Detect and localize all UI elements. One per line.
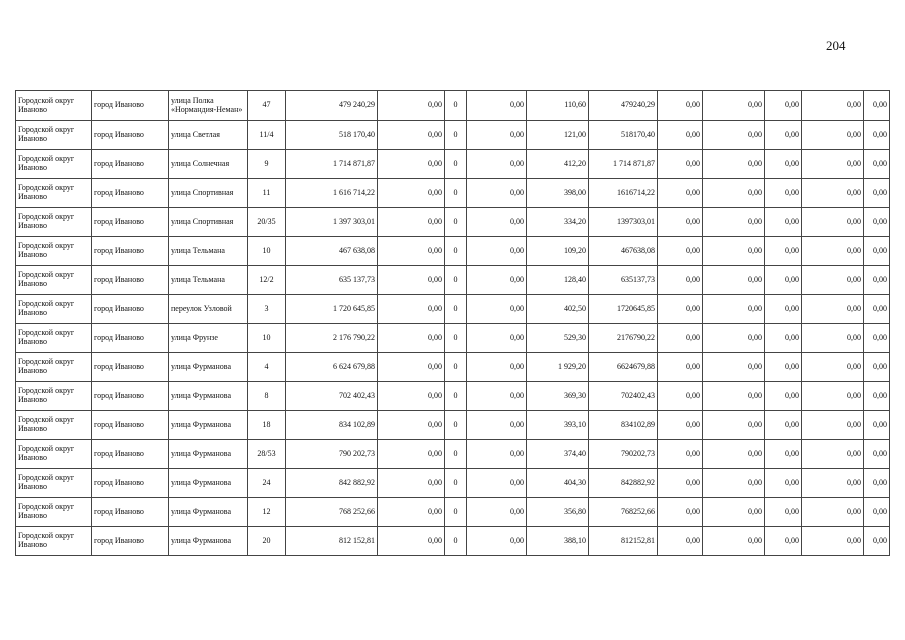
cell-value-col-11: 0,00 [658, 411, 703, 440]
cell-count-col-7: 0 [445, 440, 467, 469]
cell-value-col-8: 0,00 [467, 527, 527, 556]
cell-value-col-13: 0,00 [765, 237, 802, 266]
cell-value-col-12: 0,00 [703, 469, 765, 498]
cell-value-col-13: 0,00 [765, 179, 802, 208]
cell-total-cost: 790 202,73 [286, 440, 378, 469]
cell-street: улица Фурманова [169, 353, 248, 382]
cell-settlement: город Иваново [92, 237, 169, 266]
cell-street: улица Светлая [169, 121, 248, 150]
table-row [16, 237, 890, 266]
cell-house-number: 20 [248, 527, 286, 556]
cell-value-col-6: 0,00 [378, 440, 445, 469]
cell-count-col-7: 0 [445, 266, 467, 295]
cell-street: улица Фурманова [169, 469, 248, 498]
cell-value-col-13: 0,00 [765, 469, 802, 498]
cell-value-col-13: 0,00 [765, 411, 802, 440]
cell-amount-col-10: 467638,08 [589, 237, 658, 266]
cell-value-col-11: 0,00 [658, 469, 703, 498]
data-table [15, 90, 890, 556]
cell-value-col-6: 0,00 [378, 121, 445, 150]
cell-value-col-11: 0,00 [658, 382, 703, 411]
cell-value-col-6: 0,00 [378, 237, 445, 266]
cell-total-cost: 812 152,81 [286, 527, 378, 556]
cell-street: улица Полка «Нормандия-Неман» [169, 91, 248, 121]
cell-value-col-8: 0,00 [467, 295, 527, 324]
cell-value-col-14: 0,00 [802, 179, 864, 208]
cell-municipality: Городской округ Иваново [16, 353, 92, 382]
table-row [16, 382, 890, 411]
table-row [16, 411, 890, 440]
cell-area: 369,30 [527, 382, 589, 411]
cell-house-number: 12/2 [248, 266, 286, 295]
cell-value-col-6: 0,00 [378, 527, 445, 556]
cell-house-number: 28/53 [248, 440, 286, 469]
cell-municipality: Городской округ Иваново [16, 527, 92, 556]
cell-settlement: город Иваново [92, 440, 169, 469]
cell-value-col-15: 0,00 [864, 150, 890, 179]
cell-street: улица Тельмана [169, 266, 248, 295]
cell-house-number: 18 [248, 411, 286, 440]
cell-value-col-12: 0,00 [703, 266, 765, 295]
cell-settlement: город Иваново [92, 91, 169, 121]
cell-value-col-12: 0,00 [703, 237, 765, 266]
cell-settlement: город Иваново [92, 527, 169, 556]
cell-count-col-7: 0 [445, 324, 467, 353]
cell-count-col-7: 0 [445, 208, 467, 237]
cell-value-col-12: 0,00 [703, 150, 765, 179]
cell-municipality: Городской округ Иваново [16, 440, 92, 469]
cell-amount-col-10: 702402,43 [589, 382, 658, 411]
cell-street: переулок Узловой [169, 295, 248, 324]
cell-value-col-8: 0,00 [467, 353, 527, 382]
cell-value-col-14: 0,00 [802, 411, 864, 440]
cell-value-col-14: 0,00 [802, 324, 864, 353]
cell-house-number: 4 [248, 353, 286, 382]
cell-house-number: 24 [248, 469, 286, 498]
cell-value-col-12: 0,00 [703, 382, 765, 411]
cell-value-col-12: 0,00 [703, 440, 765, 469]
table-row [16, 353, 890, 382]
cell-house-number: 11/4 [248, 121, 286, 150]
cell-house-number: 11 [248, 179, 286, 208]
cell-total-cost: 467 638,08 [286, 237, 378, 266]
cell-amount-col-10: 518170,40 [589, 121, 658, 150]
cell-count-col-7: 0 [445, 411, 467, 440]
cell-value-col-6: 0,00 [378, 324, 445, 353]
cell-amount-col-10: 635137,73 [589, 266, 658, 295]
cell-value-col-8: 0,00 [467, 324, 527, 353]
table-row [16, 121, 890, 150]
cell-amount-col-10: 812152,81 [589, 527, 658, 556]
cell-value-col-11: 0,00 [658, 121, 703, 150]
cell-total-cost: 768 252,66 [286, 498, 378, 527]
cell-house-number: 12 [248, 498, 286, 527]
cell-municipality: Городской округ Иваново [16, 498, 92, 527]
cell-value-col-12: 0,00 [703, 324, 765, 353]
cell-amount-col-10: 790202,73 [589, 440, 658, 469]
cell-value-col-15: 0,00 [864, 411, 890, 440]
cell-house-number: 10 [248, 237, 286, 266]
cell-value-col-11: 0,00 [658, 150, 703, 179]
cell-settlement: город Иваново [92, 266, 169, 295]
table-row [16, 295, 890, 324]
cell-value-col-14: 0,00 [802, 498, 864, 527]
cell-area: 128,40 [527, 266, 589, 295]
table-row [16, 324, 890, 353]
cell-street: улица Тельмана [169, 237, 248, 266]
cell-value-col-15: 0,00 [864, 353, 890, 382]
cell-value-col-13: 0,00 [765, 382, 802, 411]
table-body [16, 91, 890, 556]
cell-amount-col-10: 1720645,85 [589, 295, 658, 324]
cell-settlement: город Иваново [92, 498, 169, 527]
cell-house-number: 20/35 [248, 208, 286, 237]
cell-count-col-7: 0 [445, 527, 467, 556]
cell-value-col-11: 0,00 [658, 91, 703, 121]
cell-value-col-13: 0,00 [765, 91, 802, 121]
cell-municipality: Городской округ Иваново [16, 150, 92, 179]
cell-value-col-14: 0,00 [802, 382, 864, 411]
cell-municipality: Городской округ Иваново [16, 237, 92, 266]
cell-street: улица Спортивная [169, 179, 248, 208]
cell-amount-col-10: 1 714 871,87 [589, 150, 658, 179]
cell-value-col-13: 0,00 [765, 150, 802, 179]
cell-street: улица Фурманова [169, 440, 248, 469]
table-row [16, 150, 890, 179]
cell-street: улица Фрунзе [169, 324, 248, 353]
cell-count-col-7: 0 [445, 382, 467, 411]
cell-value-col-14: 0,00 [802, 266, 864, 295]
cell-total-cost: 1 616 714,22 [286, 179, 378, 208]
cell-settlement: город Иваново [92, 150, 169, 179]
cell-value-col-14: 0,00 [802, 295, 864, 324]
cell-total-cost: 1 714 871,87 [286, 150, 378, 179]
cell-value-col-15: 0,00 [864, 295, 890, 324]
cell-amount-col-10: 834102,89 [589, 411, 658, 440]
cell-settlement: город Иваново [92, 411, 169, 440]
cell-value-col-14: 0,00 [802, 440, 864, 469]
cell-area: 402,50 [527, 295, 589, 324]
cell-value-col-8: 0,00 [467, 208, 527, 237]
cell-value-col-6: 0,00 [378, 353, 445, 382]
cell-value-col-13: 0,00 [765, 353, 802, 382]
cell-amount-col-10: 1616714,22 [589, 179, 658, 208]
cell-settlement: город Иваново [92, 179, 169, 208]
cell-value-col-12: 0,00 [703, 411, 765, 440]
cell-value-col-13: 0,00 [765, 498, 802, 527]
cell-street: улица Солнечная [169, 150, 248, 179]
cell-area: 374,40 [527, 440, 589, 469]
cell-value-col-8: 0,00 [467, 121, 527, 150]
cell-count-col-7: 0 [445, 121, 467, 150]
cell-value-col-11: 0,00 [658, 237, 703, 266]
cell-area: 334,20 [527, 208, 589, 237]
cell-settlement: город Иваново [92, 353, 169, 382]
cell-municipality: Городской округ Иваново [16, 179, 92, 208]
cell-area: 356,80 [527, 498, 589, 527]
cell-value-col-6: 0,00 [378, 411, 445, 440]
cell-value-col-15: 0,00 [864, 382, 890, 411]
cell-street: улица Фурманова [169, 527, 248, 556]
cell-value-col-12: 0,00 [703, 121, 765, 150]
cell-municipality: Городской округ Иваново [16, 266, 92, 295]
cell-area: 1 929,20 [527, 353, 589, 382]
cell-value-col-15: 0,00 [864, 469, 890, 498]
cell-value-col-12: 0,00 [703, 295, 765, 324]
cell-value-col-6: 0,00 [378, 382, 445, 411]
cell-value-col-8: 0,00 [467, 498, 527, 527]
cell-value-col-14: 0,00 [802, 91, 864, 121]
cell-value-col-6: 0,00 [378, 498, 445, 527]
cell-value-col-14: 0,00 [802, 527, 864, 556]
cell-value-col-15: 0,00 [864, 324, 890, 353]
cell-value-col-11: 0,00 [658, 295, 703, 324]
cell-value-col-15: 0,00 [864, 121, 890, 150]
cell-value-col-15: 0,00 [864, 527, 890, 556]
table-row [16, 527, 890, 556]
cell-value-col-8: 0,00 [467, 150, 527, 179]
cell-count-col-7: 0 [445, 91, 467, 121]
cell-value-col-12: 0,00 [703, 527, 765, 556]
cell-area: 404,30 [527, 469, 589, 498]
cell-total-cost: 702 402,43 [286, 382, 378, 411]
cell-total-cost: 1 397 303,01 [286, 208, 378, 237]
cell-amount-col-10: 2176790,22 [589, 324, 658, 353]
cell-settlement: город Иваново [92, 208, 169, 237]
cell-total-cost: 2 176 790,22 [286, 324, 378, 353]
cell-value-col-12: 0,00 [703, 208, 765, 237]
cell-street: улица Фурманова [169, 498, 248, 527]
cell-value-col-14: 0,00 [802, 469, 864, 498]
cell-value-col-11: 0,00 [658, 498, 703, 527]
cell-total-cost: 635 137,73 [286, 266, 378, 295]
table-row [16, 440, 890, 469]
cell-value-col-13: 0,00 [765, 208, 802, 237]
cell-value-col-6: 0,00 [378, 266, 445, 295]
cell-settlement: город Иваново [92, 469, 169, 498]
cell-value-col-13: 0,00 [765, 440, 802, 469]
cell-count-col-7: 0 [445, 237, 467, 266]
cell-value-col-8: 0,00 [467, 179, 527, 208]
cell-total-cost: 1 720 645,85 [286, 295, 378, 324]
cell-count-col-7: 0 [445, 469, 467, 498]
cell-municipality: Городской округ Иваново [16, 382, 92, 411]
cell-area: 388,10 [527, 527, 589, 556]
cell-value-col-8: 0,00 [467, 382, 527, 411]
cell-value-col-6: 0,00 [378, 179, 445, 208]
cell-amount-col-10: 479240,29 [589, 91, 658, 121]
cell-value-col-12: 0,00 [703, 91, 765, 121]
cell-amount-col-10: 6624679,88 [589, 353, 658, 382]
cell-area: 110,60 [527, 91, 589, 121]
cell-value-col-15: 0,00 [864, 237, 890, 266]
cell-house-number: 3 [248, 295, 286, 324]
cell-value-col-6: 0,00 [378, 469, 445, 498]
cell-value-col-8: 0,00 [467, 266, 527, 295]
cell-total-cost: 479 240,29 [286, 91, 378, 121]
cell-amount-col-10: 842882,92 [589, 469, 658, 498]
cell-value-col-11: 0,00 [658, 208, 703, 237]
cell-municipality: Городской округ Иваново [16, 411, 92, 440]
cell-value-col-12: 0,00 [703, 498, 765, 527]
cell-value-col-13: 0,00 [765, 295, 802, 324]
table-row [16, 91, 890, 121]
cell-value-col-12: 0,00 [703, 353, 765, 382]
cell-value-col-8: 0,00 [467, 440, 527, 469]
cell-municipality: Городской округ Иваново [16, 91, 92, 121]
cell-settlement: город Иваново [92, 324, 169, 353]
cell-value-col-15: 0,00 [864, 91, 890, 121]
cell-value-col-14: 0,00 [802, 121, 864, 150]
cell-value-col-12: 0,00 [703, 179, 765, 208]
cell-value-col-6: 0,00 [378, 208, 445, 237]
cell-house-number: 47 [248, 91, 286, 121]
cell-value-col-8: 0,00 [467, 237, 527, 266]
cell-count-col-7: 0 [445, 150, 467, 179]
cell-count-col-7: 0 [445, 295, 467, 324]
cell-value-col-15: 0,00 [864, 266, 890, 295]
cell-value-col-8: 0,00 [467, 469, 527, 498]
cell-value-col-6: 0,00 [378, 91, 445, 121]
cell-total-cost: 834 102,89 [286, 411, 378, 440]
cell-area: 109,20 [527, 237, 589, 266]
cell-value-col-11: 0,00 [658, 440, 703, 469]
cell-value-col-6: 0,00 [378, 295, 445, 324]
cell-value-col-13: 0,00 [765, 266, 802, 295]
cell-house-number: 8 [248, 382, 286, 411]
cell-street: улица Фурманова [169, 411, 248, 440]
table-row [16, 498, 890, 527]
cell-value-col-14: 0,00 [802, 237, 864, 266]
table-row [16, 469, 890, 498]
cell-municipality: Городской округ Иваново [16, 324, 92, 353]
cell-area: 398,00 [527, 179, 589, 208]
cell-count-col-7: 0 [445, 353, 467, 382]
cell-street: улица Спортивная [169, 208, 248, 237]
cell-count-col-7: 0 [445, 498, 467, 527]
cell-value-col-15: 0,00 [864, 208, 890, 237]
cell-value-col-8: 0,00 [467, 91, 527, 121]
cell-street: улица Фурманова [169, 382, 248, 411]
cell-settlement: город Иваново [92, 295, 169, 324]
cell-area: 529,30 [527, 324, 589, 353]
cell-amount-col-10: 1397303,01 [589, 208, 658, 237]
cell-value-col-13: 0,00 [765, 527, 802, 556]
table-row [16, 208, 890, 237]
cell-count-col-7: 0 [445, 179, 467, 208]
cell-value-col-11: 0,00 [658, 324, 703, 353]
cell-settlement: город Иваново [92, 382, 169, 411]
cell-value-col-6: 0,00 [378, 150, 445, 179]
cell-area: 121,00 [527, 121, 589, 150]
table-row [16, 266, 890, 295]
table-row [16, 179, 890, 208]
cell-municipality: Городской округ Иваново [16, 121, 92, 150]
cell-value-col-14: 0,00 [802, 208, 864, 237]
cell-total-cost: 6 624 679,88 [286, 353, 378, 382]
cell-value-col-15: 0,00 [864, 179, 890, 208]
cell-value-col-15: 0,00 [864, 440, 890, 469]
cell-settlement: город Иваново [92, 121, 169, 150]
cell-value-col-8: 0,00 [467, 411, 527, 440]
cell-municipality: Городской округ Иваново [16, 469, 92, 498]
cell-value-col-11: 0,00 [658, 266, 703, 295]
cell-total-cost: 518 170,40 [286, 121, 378, 150]
cell-total-cost: 842 882,92 [286, 469, 378, 498]
cell-value-col-13: 0,00 [765, 324, 802, 353]
cell-municipality: Городской округ Иваново [16, 295, 92, 324]
cell-value-col-11: 0,00 [658, 527, 703, 556]
cell-value-col-14: 0,00 [802, 150, 864, 179]
cell-value-col-15: 0,00 [864, 498, 890, 527]
cell-municipality: Городской округ Иваново [16, 208, 92, 237]
cell-value-col-11: 0,00 [658, 353, 703, 382]
cell-house-number: 10 [248, 324, 286, 353]
cell-area: 412,20 [527, 150, 589, 179]
cell-value-col-13: 0,00 [765, 121, 802, 150]
cell-amount-col-10: 768252,66 [589, 498, 658, 527]
cell-value-col-11: 0,00 [658, 179, 703, 208]
page-number: 204 [826, 38, 846, 53]
cell-area: 393,10 [527, 411, 589, 440]
cell-house-number: 9 [248, 150, 286, 179]
cell-value-col-14: 0,00 [802, 353, 864, 382]
